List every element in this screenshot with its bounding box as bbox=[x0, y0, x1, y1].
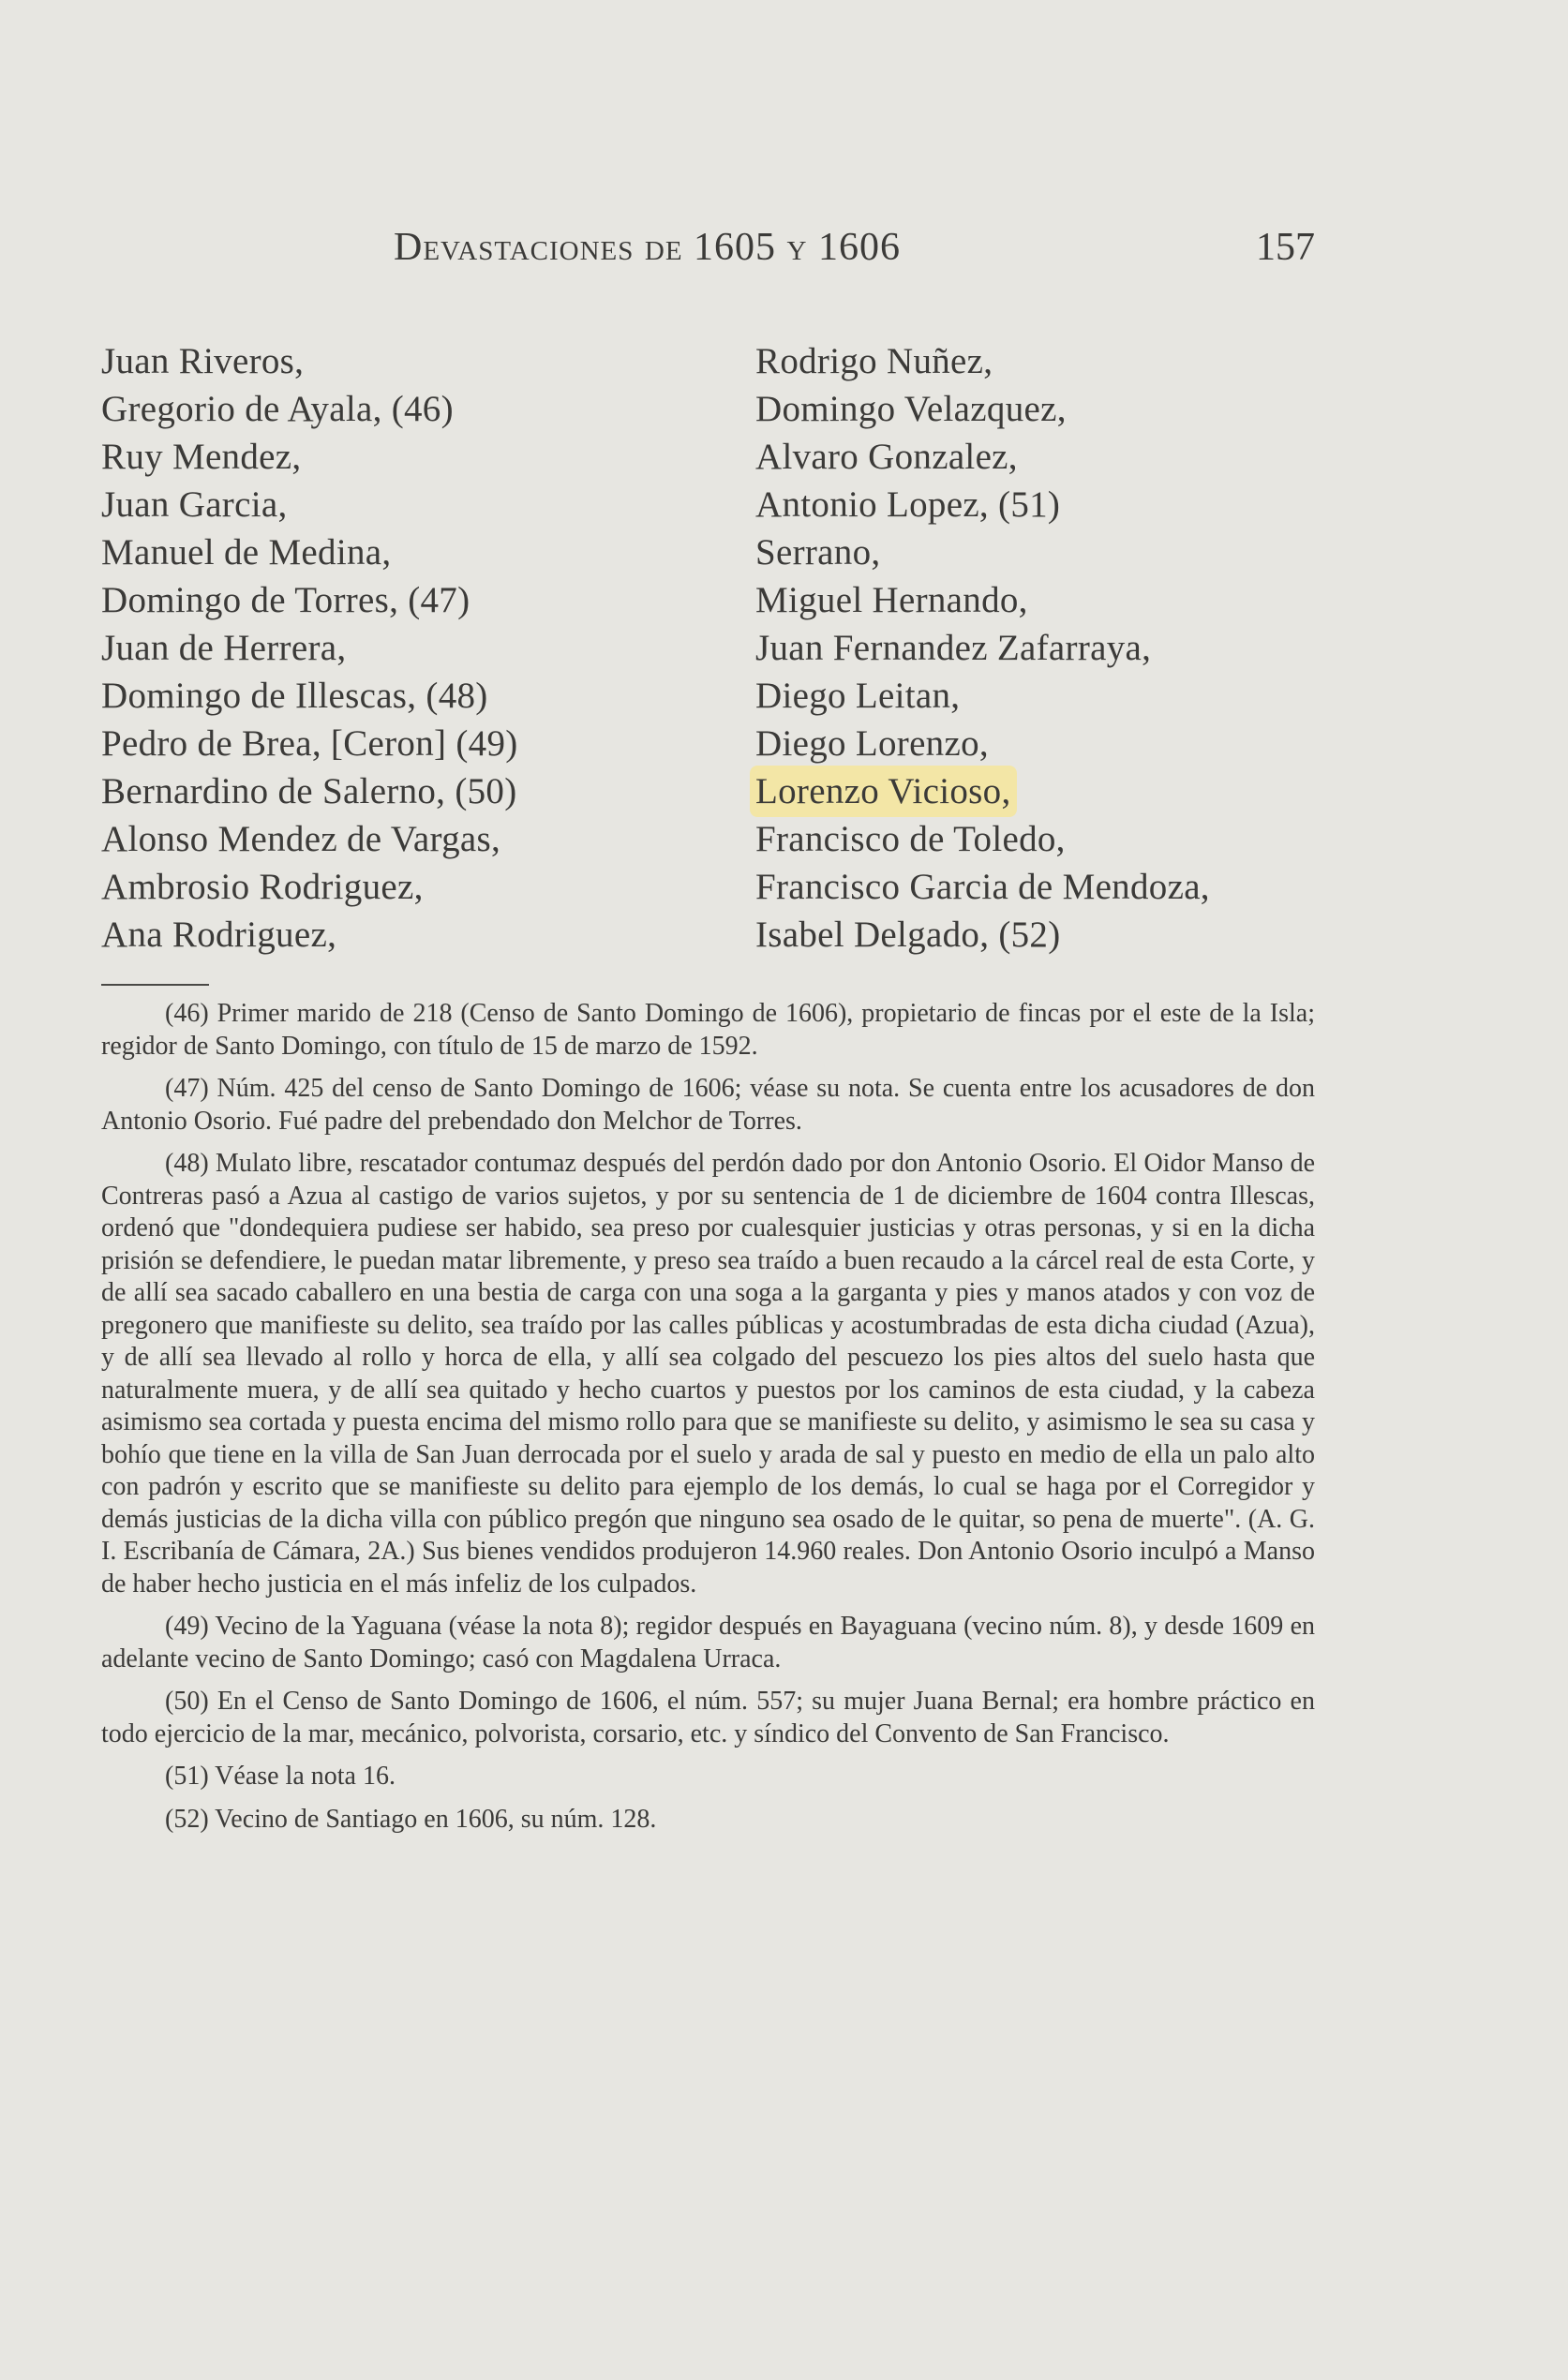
footnote-rule bbox=[101, 984, 209, 986]
name-entry bbox=[101, 863, 518, 911]
page-number: 157 bbox=[1256, 226, 1315, 269]
footnote: (51) Véase la nota 16. bbox=[165, 1762, 396, 1791]
name-text: Francisco Garcia de Mendoza, bbox=[755, 867, 1210, 907]
name-entry bbox=[101, 624, 518, 672]
name-entry bbox=[101, 433, 518, 481]
name-entry bbox=[101, 815, 518, 863]
name-text: Serrano, bbox=[755, 532, 881, 573]
note-ref: (49) bbox=[455, 723, 518, 764]
name-text: Pedro de Brea, [Ceron] bbox=[101, 723, 447, 764]
running-title: Devastaciones de 1605 y 1606 bbox=[394, 226, 901, 269]
name-entry bbox=[755, 576, 1210, 624]
name-entry bbox=[101, 576, 518, 624]
name-text: Antonio Lopez, bbox=[755, 484, 989, 525]
name-entry bbox=[101, 481, 518, 528]
name-text: Ana Rodriguez, bbox=[101, 915, 337, 955]
name-entry bbox=[755, 433, 1210, 481]
name-entry bbox=[755, 672, 1210, 720]
footnote: (50) En el Censo de Santo Domingo de 1606, el núm. 557; su mujer Juana Bernal; era hombre práctico en todo ejercicio de la mar, mecánico, polvorista, corsario, etc. y síndico del Convento de San Francisco. bbox=[101, 1687, 1315, 1748]
name-entry bbox=[755, 815, 1210, 863]
footnote: (49) Vecino de la Yaguana (véase la nota 8); regidor después en Bayaguana (vecino núm. 8), y desde 1609 en adelante vecino de Santo Domingo; casó con Magdalena Urraca. bbox=[101, 1612, 1315, 1673]
name-text: Alonso Mendez de Vargas, bbox=[101, 819, 501, 859]
name-entry bbox=[755, 528, 1210, 576]
name-entry bbox=[101, 528, 518, 576]
name-entry bbox=[101, 767, 518, 815]
name-entry bbox=[101, 672, 518, 720]
name-text: Diego Lorenzo, bbox=[755, 723, 989, 764]
note-ref: (48) bbox=[426, 676, 488, 716]
footnote: (52) Vecino de Santiago en 1606, su núm. 128. bbox=[165, 1804, 657, 1834]
note-ref: (47) bbox=[408, 580, 470, 620]
note-ref: (50) bbox=[455, 771, 517, 811]
name-entry bbox=[755, 624, 1210, 672]
note-ref: (52) bbox=[998, 915, 1061, 955]
footnote: (48) Mulato libre, rescatador contumaz después del perdón dado por don Antonio Osorio. El Oidor Manso de Contreras pasó a Azua al castigo de varios sujetos, y por su sentencia de 1 de diciembre de 1604 contra Illescas, ordenó que "dondequiera pudiese ser habido, sea preso por cualesquier justicias y otras personas, y si en la dicha prisión se defendiere, le puedan matar libremente, y preso sea traído a buen recaudo a la cárcel real de esta Corte, y de allí sea sacado caballero en una bestia de carga con una soga a la garganta y pies y manos atados y con voz de pregonero que manifieste su delito, sea traído por las calles públicas y acostumbradas de esta dicha ciudad (Azua), y de allí sea llevado al rollo y horca de ella, y allí sea colgado del pescuezo los pies altos del suelo hasta que naturalmente muera, y de allí sea quitado y hecho cuartos y puestos por los caminos de esta ciudad, y la cabeza asimismo sea cortada y puesta encima del mismo rollo para que se manifieste su delito, y asimismo le sea su casa y bohío que tiene en la villa de San Juan derrocada por el suelo y arada de sal y puesto en medio de ella un palo alto con padrón y escrito que se manifieste su delito para ejemplo de los demás, lo cual se haga por el Corregidor y demás justicias de la dicha villa con público pregón que ninguno sea osado de le quitar, so pena de muerte". (A. G. I. Escribanía de Cámara, 2A.) Sus bienes vendidos produjeron 14.960 reales. Don Antonio Osorio inculpó a Manso de haber hecho justicia en el más infeliz de los culpados. bbox=[101, 1149, 1315, 1599]
name-entry bbox=[755, 911, 1210, 959]
name-entry bbox=[101, 720, 518, 767]
name-text: Manuel de Medina, bbox=[101, 532, 392, 573]
name-text: Bernardino de Salerno, bbox=[101, 771, 446, 811]
name-text: Isabel Delgado, bbox=[755, 915, 990, 955]
name-text: Francisco de Toledo, bbox=[755, 819, 1066, 859]
name-entry bbox=[755, 337, 1210, 385]
name-text: Juan Garcia, bbox=[101, 484, 288, 525]
note-ref: (51) bbox=[998, 484, 1061, 525]
name-entry bbox=[101, 385, 518, 433]
name-text: Juan Fernandez Zafarraya, bbox=[755, 628, 1152, 668]
name-text: Domingo de Torres, bbox=[101, 580, 399, 620]
note-ref: (46) bbox=[391, 389, 454, 429]
name-text: Gregorio de Ayala, bbox=[101, 389, 382, 429]
names-column-right bbox=[755, 337, 1210, 959]
name-entry bbox=[755, 385, 1210, 433]
name-entry bbox=[755, 863, 1210, 911]
footnotes bbox=[101, 998, 1315, 1846]
name-text: Juan de Herrera, bbox=[101, 628, 347, 668]
name-text: Domingo Velazquez, bbox=[755, 389, 1067, 429]
name-text: Ambrosio Rodriguez, bbox=[101, 867, 424, 907]
name-entry bbox=[755, 767, 1210, 815]
name-text: Rodrigo Nuñez, bbox=[755, 341, 993, 381]
name-text: Juan Riveros, bbox=[101, 341, 305, 381]
footnote: (47) Núm. 425 del censo de Santo Domingo de 1606; véase su nota. Se cuenta entre los acusadores de don Antonio Osorio. Fué padre del prebendado don Melchor de Torres. bbox=[101, 1074, 1315, 1136]
name-entry bbox=[755, 481, 1210, 528]
name-entry bbox=[101, 911, 518, 959]
name-entry bbox=[101, 337, 518, 385]
name-text: Miguel Hernando, bbox=[755, 580, 1028, 620]
name-text: Domingo de Illescas, bbox=[101, 676, 417, 716]
footnote: (46) Primer marido de 218 (Censo de Santo Domingo de 1606), propietario de fincas por el este de la Isla; regidor de Santo Domingo, con título de 15 de marzo de 1592. bbox=[101, 999, 1315, 1061]
page-header bbox=[394, 225, 1315, 281]
names-column-left bbox=[101, 337, 518, 959]
name-text: Diego Leitan, bbox=[755, 676, 961, 716]
name-text: Ruy Mendez, bbox=[101, 437, 302, 477]
name-text: Alvaro Gonzalez, bbox=[755, 437, 1018, 477]
name-text: Lorenzo Vicioso, bbox=[755, 771, 1011, 811]
name-entry bbox=[755, 720, 1210, 767]
